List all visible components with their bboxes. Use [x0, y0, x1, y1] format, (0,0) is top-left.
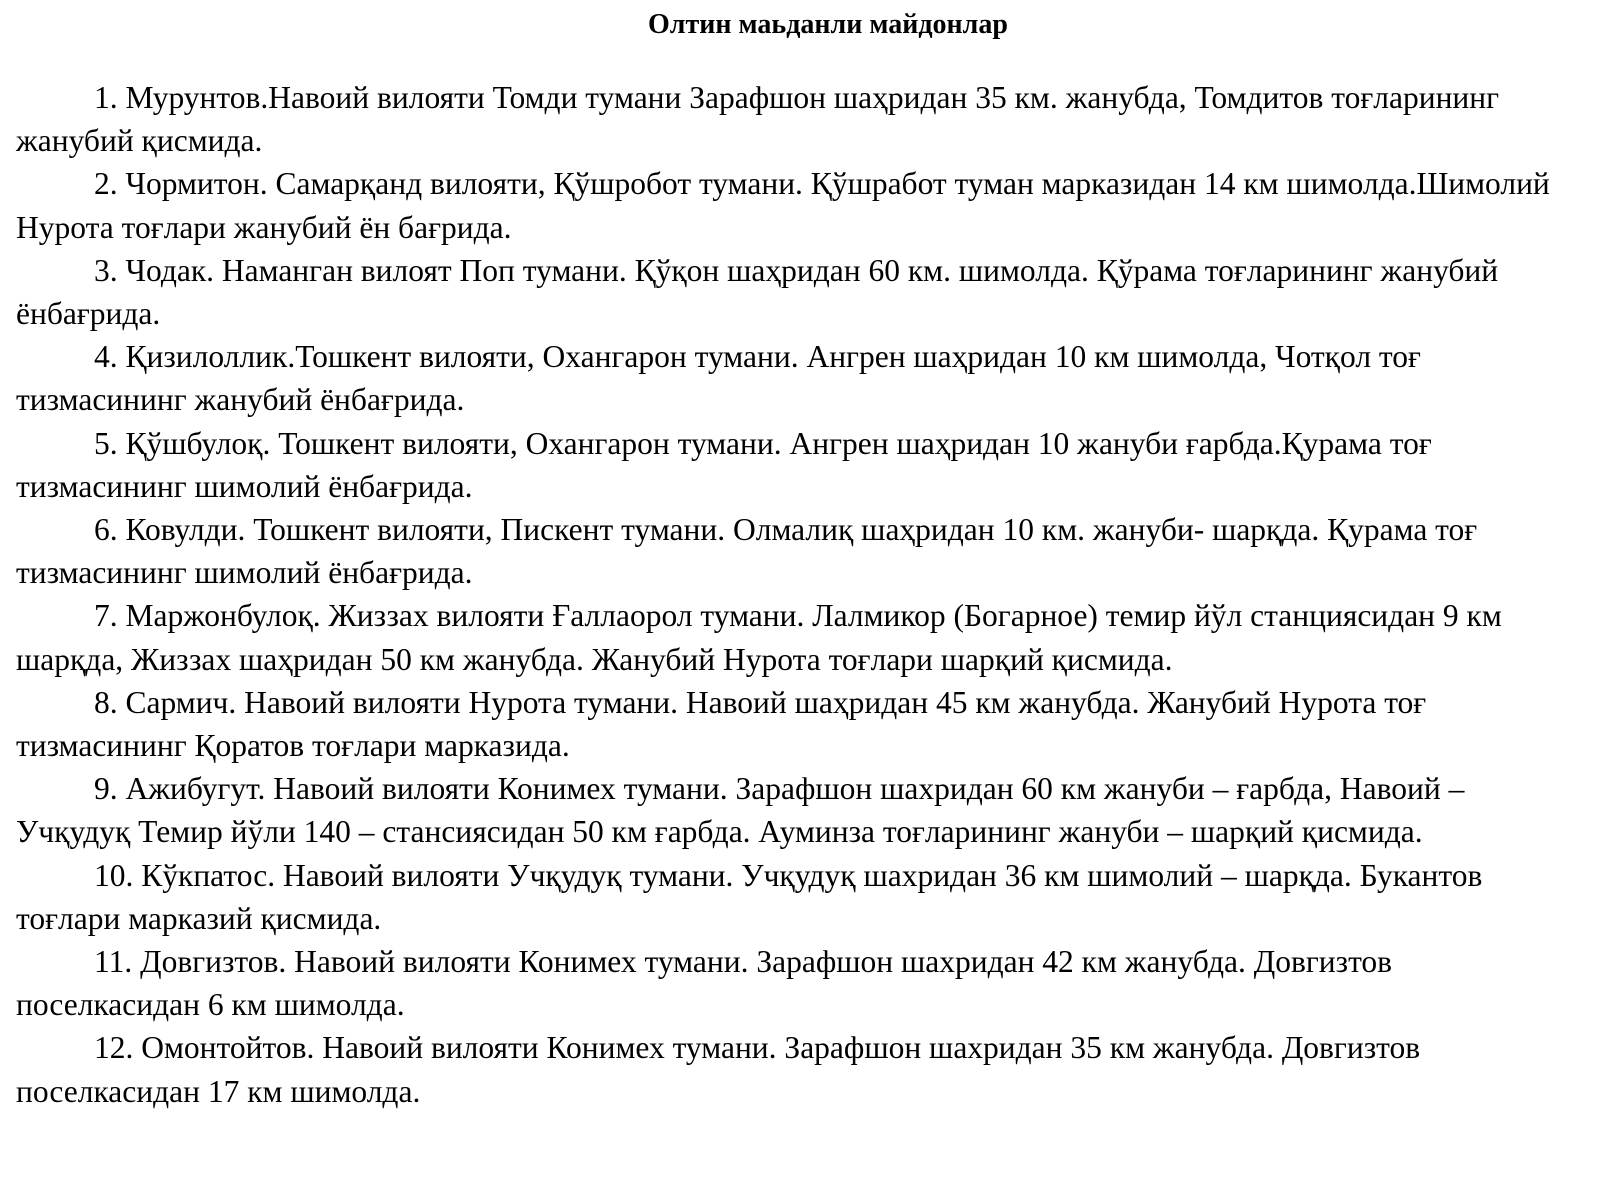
deposit-list: [16, 76, 1568, 1113]
deposit-item-9: 9. Ажибугут. Навоий вилояти Конимех тумани. Зарафшон шахридан 60 км жануби – ғарбда, Навоий – Учқудуқ Темир йўли 140 – стансиясидан 50 км ғарбда. Ауминза тоғларининг жануби – шарқий қисмида.: [16, 771, 1465, 850]
deposit-item-10: 10. Кўкпатос. Навоий вилояти Учқудуқ тумани. Учқудуқ шахридан 36 км шимолий – шарқда. Букантов тоғлари марказий қисмида.: [16, 857, 1483, 936]
deposit-item-1: 1. Мурунтов.Навоий вилояти Томди тумани Зарафшон шаҳридан 35 км. жанубда, Томдитов тоғларининг жанубий қисмида.: [16, 80, 1500, 159]
deposit-item-4: 4. Қизилоллик.Тошкент вилояти, Охангарон тумани. Ангрен шаҳридан 10 км шимолда, Чотқол тоғ тизмасининг жанубий ёнбағрида.: [16, 339, 1421, 418]
deposit-item-8: 8. Сармич. Навоий вилояти Нурота тумани. Навоий шаҳридан 45 км жанубда. Жанубий Нурота тоғ тизмасининг Қоратов тоғлари марказида.: [16, 684, 1427, 764]
deposit-item-2: 2. Чормитон. Самарқанд вилояти, Қўшробот тумани. Қўшработ туман марказидан 14 км шимолда.Шимолий Нурота тоғлари жанубий ён бағрида.: [16, 166, 1550, 245]
deposit-item-11: 11. Довгизтов. Навоий вилояти Конимех тумани. Зарафшон шахридан 42 км жанубда. Довгизтов поселкасидан 6 км шимолда.: [16, 944, 1393, 1023]
deposit-item-5: 5. Қўшбулоқ. Тошкент вилояти, Охангарон тумани. Ангрен шаҳридан 10 жануби ғарбда.Қурама тоғ тизмасининг шимолий ёнбағрида.: [16, 425, 1432, 504]
deposit-item-6: 6. Ковулди. Тошкент вилояти, Пискент тумани. Олмалиқ шаҳридан 10 км. жануби- шарқда. Қурама тоғ тизмасининг шимолий ёнбағрида.: [16, 512, 1478, 591]
deposit-item-3: 3. Чодак. Наманган вилоят Поп тумани. Қўқон шаҳридан 60 км. шимолда. Қўрама тоғларининг жанубий ёнбағрида.: [16, 252, 1499, 332]
deposit-item-12: 12. Омонтойтов. Навоий вилояти Конимех тумани. Зарафшон шахридан 35 км жанубда. Довгизтов поселкасидан 17 км шимолда.: [16, 1030, 1421, 1109]
document-title: Олтин маьданли майдонлар: [648, 9, 1008, 40]
deposit-item-7: 7. Маржонбулоқ. Жиззах вилояти Ғаллаорол тумани. Лалмикор (Богарное) темир йўл станциясидан 9 км шарқда, Жиззах шаҳридан 50 км жанубда. Жанубий Нурота тоғлари шарқий қисмида.: [16, 598, 1502, 677]
